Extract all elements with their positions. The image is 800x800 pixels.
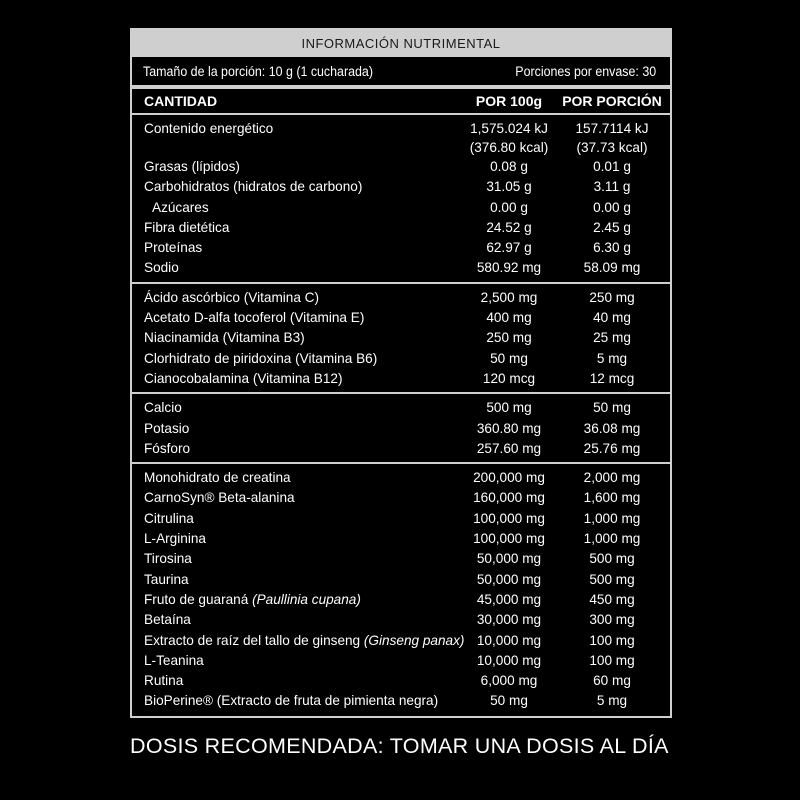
nutrient-name-text: CarnoSyn® Beta-alanina xyxy=(144,490,295,506)
nutrition-facts-table xyxy=(130,28,672,718)
value-per-portion-text: 1,000 mg xyxy=(583,531,641,547)
nutrient-scientific-name: (Ginseng panax) xyxy=(363,632,464,648)
nutrient-name xyxy=(132,258,464,278)
value-per-100g-text: 50,000 mg xyxy=(476,551,542,567)
nutrient-name-text: Rutina xyxy=(144,673,184,689)
value-per-portion xyxy=(554,238,670,258)
value-per-portion xyxy=(554,349,670,369)
servings-per-container: Porciones por envase: 30 xyxy=(515,63,657,79)
value-per-100g xyxy=(464,349,554,369)
value-per-100g-text: 500 mg xyxy=(486,400,532,416)
header-quantity: CANTIDAD xyxy=(144,93,218,109)
value-per-100g xyxy=(464,258,554,278)
value-per-100g-text: 2,500 mg xyxy=(480,289,538,305)
value-per-100g-text: 580.92 mg xyxy=(476,260,542,276)
value-per-portion xyxy=(554,419,670,439)
nutrient-name-text: Tirosina xyxy=(144,551,192,567)
value-per-portion xyxy=(554,157,670,177)
table-row xyxy=(132,549,670,569)
nutrient-name xyxy=(132,468,464,488)
nutrient-name xyxy=(132,308,464,328)
value-per-100g xyxy=(464,651,554,671)
nutrient-name xyxy=(132,529,464,549)
value-per-100g-text: 6,000 mg xyxy=(480,673,538,689)
value-per-portion xyxy=(554,198,670,218)
nutrient-name xyxy=(132,119,464,139)
value-per-portion xyxy=(554,590,670,610)
value-per-portion-text: 300 mg xyxy=(589,612,635,628)
nutrient-name xyxy=(132,238,464,258)
nutrient-name-text: Extracto de raíz del tallo de ginseng xyxy=(144,632,364,648)
serving-info xyxy=(132,57,669,85)
nutrient-name-text: Carbohidratos (hidratos de carbono) xyxy=(144,179,363,195)
nutrient-name-text: Niacinamida (Vitamina B3) xyxy=(144,330,305,346)
table-row xyxy=(132,308,670,328)
value-per-100g xyxy=(464,198,554,218)
value-per-100g-text: 360.80 mg xyxy=(476,420,542,436)
value-per-100g-text: 400 mg xyxy=(486,310,532,326)
table-row xyxy=(132,349,670,369)
nutrient-name-text: Grasas (lípidos) xyxy=(144,159,240,174)
value-per-100g xyxy=(464,590,554,610)
value-per-portion-text: 40 mg xyxy=(593,310,631,326)
nutrient-scientific-name: (Paullinia cupana) xyxy=(252,591,361,607)
value-per-portion xyxy=(554,488,670,508)
value-per-portion-text: 2,000 mg xyxy=(583,470,641,486)
value-per-100g xyxy=(464,119,554,157)
nutrient-name xyxy=(132,549,464,569)
value-per-100g-text: 31.05 g xyxy=(486,179,532,195)
nutrient-name-text: Clorhidrato de piridoxina (Vitamina B6) xyxy=(144,350,378,366)
nutrient-name xyxy=(132,631,464,651)
value-per-portion xyxy=(554,570,670,590)
value-per-100g xyxy=(464,468,554,488)
value-per-100g xyxy=(464,308,554,328)
nutrient-name xyxy=(132,419,464,439)
value-per-portion-text: 450 mg xyxy=(589,591,635,607)
nutrient-name xyxy=(132,157,464,177)
nutrient-name xyxy=(132,369,464,389)
recommended-dose-text: DOSIS RECOMENDADA: TOMAR UNA DOSIS AL DÍA xyxy=(130,734,669,758)
value-per-portion-text: 12 mcg xyxy=(589,370,635,386)
value-per-portion xyxy=(554,218,670,238)
value-per-100g-text: 250 mg xyxy=(486,330,532,346)
table-row xyxy=(132,238,670,258)
value-per-100g xyxy=(464,509,554,529)
value-per-100g-text: 30,000 mg xyxy=(476,612,542,628)
value-per-100g xyxy=(464,610,554,630)
nutrient-name xyxy=(132,398,464,418)
table-row xyxy=(132,488,670,508)
value-per-portion xyxy=(554,439,670,459)
value-per-100g xyxy=(464,631,554,651)
value-per-portion-text: 500 mg xyxy=(589,571,635,587)
value-per-portion-text: 5 mg xyxy=(596,693,628,709)
value-per-100g-text: 100,000 mg xyxy=(473,531,545,547)
value-per-100g xyxy=(464,218,554,238)
nutrient-name-text: Contenido energético xyxy=(144,121,274,136)
value-per-100g-text: 45,000 mg xyxy=(476,591,542,607)
value-per-100g-text: 160,000 mg xyxy=(473,490,545,506)
table-row xyxy=(132,631,670,651)
value-per-100g xyxy=(464,691,554,711)
value-per-portion-text: 500 mg xyxy=(589,551,635,567)
table-row xyxy=(132,570,670,590)
nutrient-name-text: L-Arginina xyxy=(144,531,206,547)
value-per-portion xyxy=(554,509,670,529)
nutrient-name xyxy=(132,328,464,348)
value-per-portion-text: 2.45 g xyxy=(593,219,631,235)
value-per-portion-text: 50 mg xyxy=(593,400,631,416)
value-per-portion-kcal: (37.73 kcal) xyxy=(576,140,648,155)
value-per-portion xyxy=(554,468,670,488)
value-per-100g-text: 50 mg xyxy=(490,350,528,366)
value-per-portion xyxy=(554,119,670,157)
table-row xyxy=(132,177,670,197)
value-per-portion xyxy=(554,328,670,348)
table-row xyxy=(132,198,670,218)
section-minerals xyxy=(132,394,670,464)
value-per-100g xyxy=(464,529,554,549)
value-per-100g xyxy=(464,369,554,389)
nutrient-name-text: Acetato D-alfa tocoferol (Vitamina E) xyxy=(144,310,365,326)
nutrient-name xyxy=(132,651,464,671)
value-per-100g-text: 1,575.024 kJ xyxy=(470,121,548,136)
section-macros xyxy=(132,115,670,284)
section-vitamins xyxy=(132,284,670,394)
value-per-portion-text: 100 mg xyxy=(589,652,635,668)
value-per-portion-text: 5 mg xyxy=(596,350,628,366)
value-per-100g xyxy=(464,398,554,418)
value-per-portion-text: 100 mg xyxy=(589,632,635,648)
nutrient-name xyxy=(132,610,464,630)
table-row xyxy=(132,468,670,488)
nutrient-name xyxy=(132,288,464,308)
value-per-portion xyxy=(554,631,670,651)
value-per-100g xyxy=(464,671,554,691)
nutrient-name-text: Potasio xyxy=(144,420,190,436)
header-per-100g: POR 100g xyxy=(475,93,543,109)
nutrient-name-text: BioPerine® (Extracto de fruta de pimienta negra) xyxy=(144,693,439,709)
table-row xyxy=(132,509,670,529)
value-per-100g-kcal: (376.80 kcal) xyxy=(469,140,549,155)
table-row xyxy=(132,258,670,278)
nutrient-name-text: Calcio xyxy=(144,400,182,416)
value-per-portion xyxy=(554,258,670,278)
value-per-100g xyxy=(464,177,554,197)
nutrient-name-text: Taurina xyxy=(144,571,189,587)
nutrient-name-text: Azúcares xyxy=(152,199,209,215)
table-row xyxy=(132,218,670,238)
value-per-portion-text: 0.01 g xyxy=(593,159,631,174)
value-per-100g-text: 100,000 mg xyxy=(473,510,545,526)
value-per-portion-text: 0.00 g xyxy=(593,199,631,215)
nutrient-name xyxy=(132,198,464,218)
value-per-portion-text: 1,000 mg xyxy=(583,510,641,526)
header-per-portion: POR PORCIÓN xyxy=(562,93,662,109)
value-per-100g-text: 62.97 g xyxy=(486,240,532,256)
nutrient-name-text: Sodio xyxy=(144,260,179,276)
value-per-100g xyxy=(464,328,554,348)
value-per-100g-text: 24.52 g xyxy=(486,219,532,235)
nutrient-name-text: Monohidrato de creatina xyxy=(144,470,291,486)
table-row xyxy=(132,671,670,691)
value-per-100g-text: 10,000 mg xyxy=(476,652,542,668)
table-row xyxy=(132,651,670,671)
value-per-100g xyxy=(464,439,554,459)
value-per-100g-text: 0.00 g xyxy=(490,199,528,215)
value-per-portion xyxy=(554,691,670,711)
value-per-portion-text: 3.11 g xyxy=(593,179,631,195)
value-per-portion xyxy=(554,308,670,328)
section-ingredients xyxy=(132,464,670,715)
value-per-portion-text: 25.76 mg xyxy=(583,440,641,456)
nutrient-name-text: Proteínas xyxy=(144,240,203,256)
table-row xyxy=(132,369,670,389)
value-per-portion-text: 6.30 g xyxy=(593,240,631,256)
nutrient-name-text: Fruto de guaraná xyxy=(144,591,253,607)
value-per-portion-text: 36.08 mg xyxy=(583,420,641,436)
value-per-100g xyxy=(464,488,554,508)
value-per-portion xyxy=(554,529,670,549)
table-row xyxy=(132,157,670,177)
table-row xyxy=(132,691,670,711)
column-headers xyxy=(132,85,670,115)
table-title: INFORMACIÓN NUTRIMENTAL xyxy=(132,30,670,57)
nutrient-name xyxy=(132,691,464,711)
nutrient-name xyxy=(132,590,464,610)
value-per-portion xyxy=(554,398,670,418)
nutrient-name-text: L-Teanina xyxy=(144,652,204,668)
value-per-portion xyxy=(554,671,670,691)
nutrient-name-text: Fósforo xyxy=(144,440,191,456)
nutrient-name xyxy=(132,439,464,459)
value-per-100g-text: 257.60 mg xyxy=(476,440,542,456)
value-per-portion-text: 25 mg xyxy=(593,330,631,346)
nutrient-name xyxy=(132,349,464,369)
value-per-100g-text: 10,000 mg xyxy=(476,632,542,648)
table-row xyxy=(132,529,670,549)
table-row xyxy=(132,419,670,439)
value-per-100g xyxy=(464,570,554,590)
value-per-portion-text: 1,600 mg xyxy=(583,490,641,506)
value-per-portion xyxy=(554,651,670,671)
value-per-100g xyxy=(464,238,554,258)
nutrient-name-text: Citrulina xyxy=(144,510,194,526)
table-row xyxy=(132,610,670,630)
value-per-portion xyxy=(554,288,670,308)
value-per-portion-text: 60 mg xyxy=(593,673,631,689)
value-per-portion xyxy=(554,610,670,630)
value-per-portion-text: 250 mg xyxy=(589,289,635,305)
nutrient-name xyxy=(132,671,464,691)
nutrient-name xyxy=(132,218,464,238)
nutrient-name xyxy=(132,177,464,197)
table-row xyxy=(132,398,670,418)
value-per-portion xyxy=(554,177,670,197)
table-row xyxy=(132,119,670,157)
table-row xyxy=(132,328,670,348)
serving-size: Tamaño de la porción: 10 g (1 cucharada) xyxy=(143,63,373,79)
value-per-portion-text: 157.7114 kJ xyxy=(575,121,649,136)
value-per-100g-text: 200,000 mg xyxy=(473,470,545,486)
value-per-100g-text: 50 mg xyxy=(490,693,528,709)
value-per-100g-text: 120 mcg xyxy=(482,370,536,386)
nutrient-name xyxy=(132,509,464,529)
table-row xyxy=(132,590,670,610)
nutrient-name-text: Ácido ascórbico (Vitamina C) xyxy=(144,289,320,305)
nutrient-name-text: Cianocobalamina (Vitamina B12) xyxy=(144,370,343,386)
nutrient-name-text: Betaína xyxy=(144,612,191,628)
nutrient-name xyxy=(132,488,464,508)
value-per-100g-text: 50,000 mg xyxy=(476,571,542,587)
nutrient-name-text: Fibra dietética xyxy=(144,219,230,235)
nutrient-name xyxy=(132,570,464,590)
value-per-100g xyxy=(464,288,554,308)
value-per-portion xyxy=(554,369,670,389)
value-per-portion-text: 58.09 mg xyxy=(583,260,641,276)
value-per-100g xyxy=(464,549,554,569)
value-per-100g xyxy=(464,419,554,439)
value-per-portion xyxy=(554,549,670,569)
table-row xyxy=(132,439,670,459)
value-per-100g-text: 0.08 g xyxy=(490,159,528,174)
table-row xyxy=(132,288,670,308)
value-per-100g xyxy=(464,157,554,177)
